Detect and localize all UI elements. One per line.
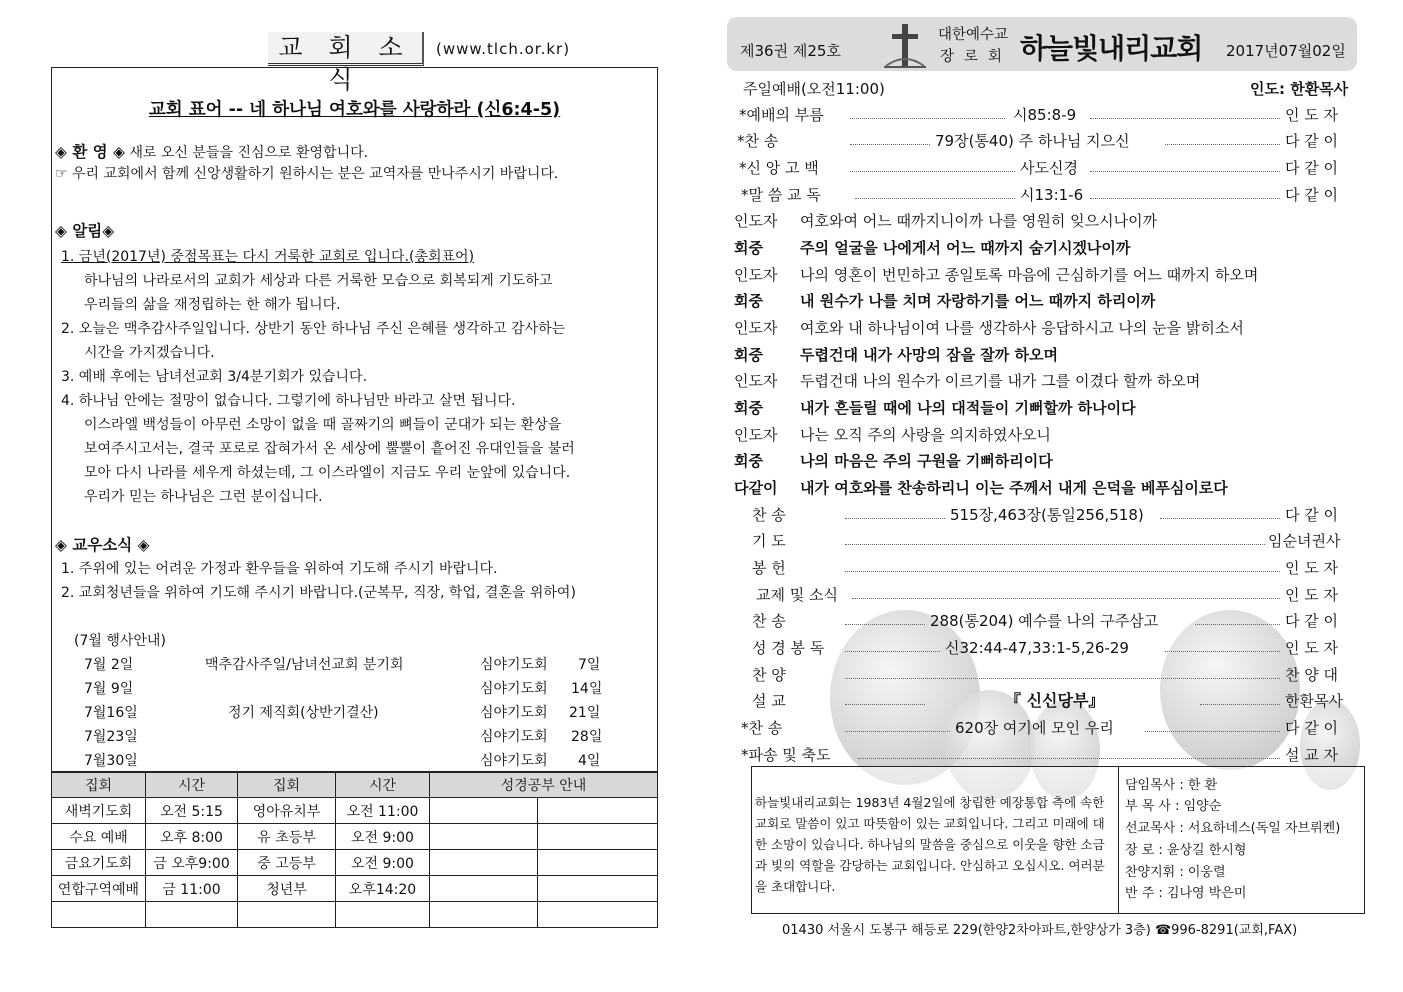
leader-dots (850, 160, 1015, 172)
notice-line: 이스라엘 백성들이 아무런 소망이 없을 때 골짜기의 뼈들이 군대가 되는 환상을 (84, 417, 562, 433)
responsive-text: 나의 영혼이 번민하고 종일토록 마음에 근심하기를 어느 때까지 하오며 (800, 266, 1259, 284)
col-header: 집회 (52, 773, 146, 798)
responsive-text: 여호와여 어느 때까지니이까 나를 영원히 잊으시나이까 (800, 212, 1158, 230)
leader-dots (855, 187, 1015, 199)
table-cell: 오전 9:00 (336, 850, 430, 876)
prayer-line: 1. 주위에 있는 어려운 가정과 환우들을 위하여 기도해 주시기 바랍니다. (61, 561, 498, 577)
table-cell: 중 고등부 (238, 850, 336, 876)
order-label: *예배의 부름 (739, 106, 824, 124)
leader-dots (845, 560, 1280, 572)
leader-dots (858, 747, 1280, 759)
notice-line: 1. 금년(2017년) 중점목표는 다시 거룩한 교회로 입니다.(총회표어) (61, 249, 475, 265)
table-cell: 금 11:00 (146, 876, 238, 902)
notice-line: 보여주시고서는, 결국 포로로 잡혀가서 온 세상에 뿔뿔이 흩어진 유대인들을 불러 (84, 441, 575, 457)
prayer-heading: ◈ 교우소식 ◈ (55, 536, 150, 554)
leader-dots (1160, 507, 1280, 519)
egg-shape (1160, 610, 1300, 770)
order-label: *신 앙 고 백 (739, 159, 819, 177)
leader-dots (845, 613, 925, 625)
order-content: 620장 여기에 모인 우리 (955, 719, 1114, 737)
event-name: 정기 제직회(상반기결산) (228, 705, 379, 721)
welcome-text: 새로 오신 분들을 진심으로 환영합니다. (129, 145, 369, 161)
event-day: 4일 (578, 753, 601, 769)
order-content: 79장(통40) 주 하나님 지으신 (935, 132, 1130, 150)
col-header: 성경공부 안내 (430, 773, 658, 798)
staff-item: 장 로 : 윤상길 한시형 (1125, 843, 1247, 858)
table-cell: 영아유치부 (238, 798, 336, 824)
sermon-title: 『 신신당부』 (1005, 691, 1105, 710)
order-by: 다 같 이 (1285, 612, 1339, 630)
table-cell: 수요 예배 (52, 824, 146, 850)
order-by: 찬 양 대 (1285, 666, 1339, 684)
order-content: 515장,463장(통일256,518) (950, 506, 1144, 524)
welcome-heading: ◈ 환 영 ◈ (55, 143, 125, 161)
table-cell: 오전 9:00 (336, 824, 430, 850)
church-motto: 교회 표어 -- 네 하나님 여호와를 사랑하라 (신6:4-5) (148, 100, 561, 120)
service-leader: 인도: 한환목사 (1250, 80, 1349, 98)
order-by: 인 도 자 (1285, 639, 1339, 657)
table-cell (336, 902, 430, 928)
order-by: 다 같 이 (1285, 506, 1339, 524)
notice-line: 시간을 가지겠습니다. (84, 345, 215, 361)
event-prayer: 심야기도회 (480, 705, 548, 721)
staff-item: 찬양지휘 : 이웅렬 (1125, 865, 1226, 880)
table-row (52, 824, 658, 850)
staff-item: 담임목사 : 한 환 (1125, 778, 1218, 793)
responsive-text: 여호와 내 하나님이여 나를 생각하사 응답하시고 나의 눈을 밝히소서 (800, 319, 1244, 337)
leader-dots (1090, 187, 1280, 199)
leader-dots (1145, 720, 1280, 732)
church-url[interactable]: (www.tlch.or.kr) (436, 40, 571, 58)
order-by: 인 도 자 (1285, 106, 1339, 124)
notice-line: 3. 예배 후에는 남녀선교회 3/4분기회가 있습니다. (61, 369, 368, 385)
table-cell (238, 902, 336, 928)
event-date: 7월30일 (84, 753, 138, 769)
responsive-who: 회중 (734, 346, 763, 364)
denomination-line2: 장로회 (940, 49, 1013, 65)
responsive-text: 나는 오직 주의 사랑을 의지하였사오니 (800, 426, 1051, 444)
bible-study-cell (430, 850, 538, 876)
notice-line: 모아 다시 나라를 세우게 하셨는데, 그 이스라엘이 지금도 우리 눈앞에 있습니다. (84, 465, 571, 481)
notice-line: 하나님의 나라로서의 교회가 세상과 다른 거룩한 모습으로 회복되게 기도하고 (84, 273, 553, 289)
table-cell: 유 초등부 (238, 824, 336, 850)
table-cell: 금 오후9:00 (146, 850, 238, 876)
responsive-text: 나의 마음은 주의 구원을 기뻐하리이다 (800, 452, 1053, 470)
notice-line: 우리들의 삶을 재정립하는 한 해가 됩니다. (84, 297, 341, 313)
staff-item: 선교목사 : 서요하네스(독일 자브뤼켄) (1125, 821, 1341, 836)
order-label: *파송 및 축도 (741, 746, 831, 764)
table-cell: 청년부 (238, 876, 336, 902)
news-title: 교 회 소 식 (268, 32, 424, 66)
table-header-row (52, 773, 658, 798)
responsive-text: 내가 여호와를 찬송하리니 이는 주께서 내게 은덕을 베푸심이로다 (800, 479, 1228, 497)
leader-dots (845, 667, 1280, 679)
table-cell: 오전 11:00 (336, 798, 430, 824)
order-content: 시85:8-9 (1013, 106, 1077, 124)
event-prayer: 심야기도회 (480, 657, 548, 673)
table-cell: 연합구역예배 (52, 876, 146, 902)
bible-study-cell (538, 850, 658, 876)
order-label: 찬 송 (752, 612, 786, 630)
order-by: 임순녀권사 (1268, 532, 1341, 550)
order-label: 봉 헌 (752, 559, 786, 577)
event-day: 7일 (578, 657, 601, 673)
order-by: 인 도 자 (1285, 586, 1339, 604)
event-date: 7월23일 (84, 729, 138, 745)
responsive-text: 두렵건대 내가 사망의 잠을 잘까 하오며 (800, 346, 1058, 364)
col-header: 시간 (146, 773, 238, 798)
order-content: 시13:1-6 (1020, 186, 1084, 204)
table-cell (52, 902, 146, 928)
table-row (52, 902, 658, 928)
prayer-line: 2. 교회청년들을 위하여 기도해 주시기 바랍니다.(군복무, 직장, 학업, 결혼을 위하여) (61, 585, 576, 601)
order-content: 신32:44-47,33:1-5,26-29 (945, 639, 1129, 657)
order-label: *찬 송 (741, 719, 783, 737)
events-heading: (7월 행사안내) (74, 633, 166, 649)
leader-dots (1090, 107, 1280, 119)
order-label: 기 도 (752, 532, 786, 550)
leader-dots (845, 693, 925, 705)
event-date: 7월16일 (84, 705, 138, 721)
leader-dots (1200, 693, 1280, 705)
order-by: 한환목사 (1285, 692, 1343, 710)
table-row (52, 798, 658, 824)
leader-dots (850, 133, 930, 145)
event-day: 21일 (569, 705, 601, 721)
responsive-who: 회중 (734, 399, 763, 417)
leader-dots (1195, 613, 1280, 625)
welcome-section (55, 142, 368, 163)
service-name: 주일예배(오전11:00) (743, 80, 885, 98)
volume-number: 제36권 제25호 (740, 42, 841, 60)
order-by: 다 같 이 (1285, 719, 1339, 737)
notice-line: 4. 하나님 안에는 절망이 없습니다. 그렇기에 하나님만 바라고 살면 됩니다. (61, 393, 516, 409)
responsive-text: 내 원수가 나를 치며 자랑하기를 어느 때까지 하리이까 (800, 292, 1156, 310)
responsive-text: 두렵건대 나의 원수가 이르기를 내가 그를 이겼다 할까 하오며 (800, 372, 1201, 390)
leader-dots (845, 507, 945, 519)
order-label: 교제 및 소식 (756, 586, 838, 604)
leader-dots (1165, 133, 1280, 145)
table-cell: 새벽기도회 (52, 798, 146, 824)
order-label: 찬 양 (752, 666, 786, 684)
leader-dots (1090, 160, 1280, 172)
cross-logo-icon (884, 22, 926, 68)
bible-study-cell (538, 824, 658, 850)
event-date: 7월 9일 (84, 681, 134, 697)
leader-dots (845, 640, 940, 652)
leader-dots (850, 107, 1005, 119)
bible-study-cell (430, 824, 538, 850)
responsive-who: 회중 (734, 452, 763, 470)
event-date: 7월 2일 (84, 657, 134, 673)
event-prayer: 심야기도회 (480, 681, 548, 697)
leader-dots (1165, 640, 1280, 652)
responsive-who: 인도자 (734, 266, 778, 284)
table-row (52, 850, 658, 876)
leader-dots (845, 533, 1265, 545)
bible-study-cell (430, 902, 538, 928)
order-label: *찬 송 (737, 132, 779, 150)
bulletin-date: 2017년07월02일 (1226, 42, 1346, 60)
event-day: 14일 (571, 681, 603, 697)
col-header: 시간 (336, 773, 430, 798)
responsive-who: 회중 (734, 239, 763, 257)
responsive-who: 인도자 (734, 319, 778, 337)
bible-study-cell (430, 876, 538, 902)
table-cell: 금요기도회 (52, 850, 146, 876)
notice-line: 2. 오늘은 맥추감사주일입니다. 상반기 동안 하나님 주신 은혜를 생각하고 감사하는 (61, 321, 566, 337)
responsive-text: 주의 얼굴을 나에게서 어느 때까지 숨기시겠나이까 (800, 239, 1131, 257)
responsive-who: 인도자 (734, 372, 778, 390)
leader-dots (852, 587, 1280, 599)
welcome-line: ☞ 우리 교회에서 함께 신앙생활하기 원하시는 분은 교역자를 만나주시기 바랍니다. (55, 166, 559, 182)
order-by: 다 같 이 (1285, 132, 1339, 150)
order-by: 다 같 이 (1285, 186, 1339, 204)
order-label: 설 교 (752, 692, 786, 710)
notice-line: 우리가 믿는 하나님은 그런 분이십니다. (84, 489, 323, 505)
event-prayer: 심야기도회 (480, 753, 548, 769)
denomination-line1: 대한예수교 (938, 27, 1009, 43)
church-name: 하늘빛내리교회 (1020, 32, 1203, 65)
table-cell (146, 902, 238, 928)
church-intro-text: 하늘빛내리교회는 1983년 4월2일에 창립한 예장통합 측에 속한 교회로 말씀이 있고 따뜻함이 있는 교회입니다. 그리고 미래에 대한 소망이 있습니다. 하나님의 말씀을 중심으로 이웃을 향한 소금과 빛의 역할을 감당하는 교회입니다. 안심하고 오십시오. 여러분을 초대합니다. (755, 795, 1105, 894)
staff-item: 부 목 사 : 임양순 (1125, 799, 1222, 814)
order-label: 찬 송 (752, 506, 786, 524)
bible-study-cell (430, 798, 538, 824)
event-name: 맥추감사주일/남녀선교회 분기회 (205, 657, 404, 673)
bible-study-cell (538, 798, 658, 824)
meeting-schedule-table (51, 772, 658, 928)
table-cell: 오후14:20 (336, 876, 430, 902)
order-content: 288(통204) 예수를 나의 구주삼고 (930, 612, 1159, 630)
table-cell: 오전 5:15 (146, 798, 238, 824)
responsive-who: 다같이 (734, 479, 778, 497)
intro-divider (1118, 766, 1119, 914)
order-label: 성 경 봉 독 (752, 639, 825, 657)
event-prayer: 심야기도회 (480, 729, 548, 745)
responsive-who: 회중 (734, 292, 763, 310)
table-row (52, 876, 658, 902)
order-label: *말 씀 교 독 (741, 186, 821, 204)
order-by: 설 교 자 (1285, 746, 1339, 764)
col-header: 집회 (238, 773, 336, 798)
order-content: 사도신경 (1020, 159, 1078, 177)
table-cell: 오후 8:00 (146, 824, 238, 850)
bible-study-cell (538, 902, 658, 928)
responsive-text: 내가 흔들릴 때에 나의 대적들이 기뻐할까 하나이다 (800, 399, 1136, 417)
responsive-who: 인도자 (734, 426, 778, 444)
responsive-who: 인도자 (734, 212, 778, 230)
notice-heading: ◈ 알림◈ (55, 222, 115, 240)
order-by: 인 도 자 (1285, 559, 1339, 577)
bible-study-cell (538, 876, 658, 902)
event-day: 28일 (571, 729, 603, 745)
order-by: 다 같 이 (1285, 159, 1339, 177)
staff-item: 반 주 : 김나영 박은미 (1125, 886, 1247, 901)
church-address: 01430 서울시 도봉구 해등로 229(한양2차아파트,한양상가 3층) ☎996-8291(교회,FAX) (782, 923, 1298, 938)
leader-dots (845, 720, 950, 732)
